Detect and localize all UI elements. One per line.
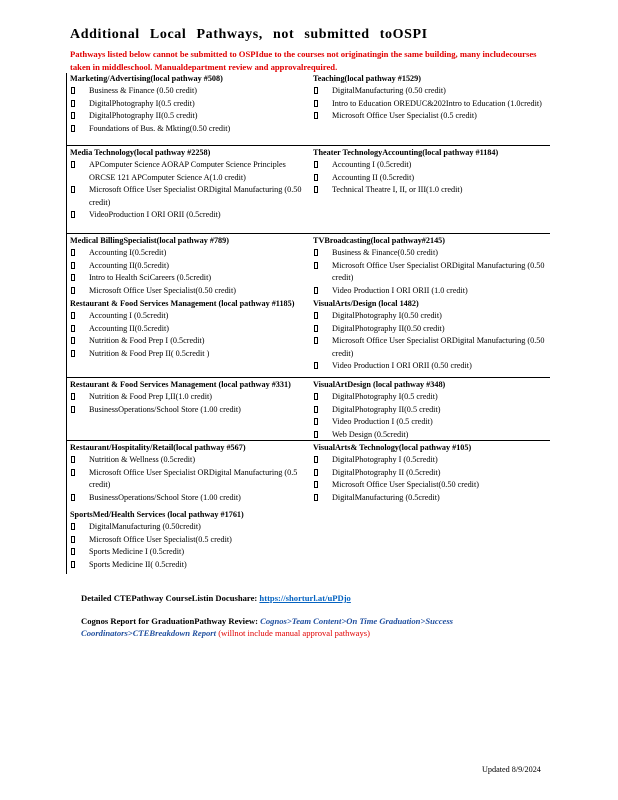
checkbox-icon — [71, 494, 75, 501]
course-item: Microsoft Office User Specialist(0.50 credit) — [313, 479, 550, 491]
checkbox-icon — [314, 469, 318, 476]
course-item: Video Production I ORI ORII (1.0 credit) — [313, 285, 550, 297]
pathway-visual-arts-technology — [313, 442, 550, 504]
checkbox-icon — [71, 274, 75, 281]
checkbox-icon — [71, 536, 75, 543]
course-item: Microsoft Office User Specialist ORDigital Manufacturing (0.50 credit) — [70, 184, 302, 209]
course-item: Video Production I ORI ORII (0.50 credit) — [313, 360, 550, 372]
course-item: DigitalPhotography II (0.5credit) — [313, 467, 550, 479]
checkbox-icon — [71, 312, 75, 319]
course-item: Business & Finance(0.50 credit) — [313, 247, 550, 259]
pathway-restaurant-hospitality — [70, 442, 302, 504]
checkbox-icon — [71, 287, 75, 294]
row-divider — [66, 233, 550, 234]
checkbox-icon — [71, 337, 75, 344]
pathway-heading: SportsMed/Health Services (local pathway #1761) — [70, 510, 244, 519]
pathway-heading: Teaching(local pathway #1529) — [313, 74, 421, 83]
pathway-restaurant-1185 — [70, 298, 296, 360]
checkbox-icon — [71, 100, 75, 107]
checkbox-icon — [314, 287, 318, 294]
checkbox-icon — [314, 262, 318, 269]
updated-date: Updated 8/9/2024 — [482, 765, 541, 774]
course-item: DigitalPhotography I (0.5credit) — [313, 454, 550, 466]
pathway-sportsmed — [70, 509, 308, 571]
checkbox-icon — [314, 174, 318, 181]
checkbox-icon — [314, 362, 318, 369]
page-title: Additional Local Pathways, not submitted toOSPI — [70, 27, 428, 42]
pathway-heading: VisualArts/Design (local 1482) — [313, 299, 419, 308]
course-item: BusinessOperations/School Store (1.00 credit) — [70, 492, 302, 504]
checkbox-icon — [314, 112, 318, 119]
course-item: Microsoft Office User Specialist(0.50 credit) — [70, 285, 308, 297]
pathway-heading: TVBroadcasting(local pathway#2145) — [313, 236, 445, 245]
checkbox-icon — [71, 161, 75, 168]
docushare-link[interactable]: https://shorturl.at/uPDjo — [259, 593, 351, 603]
course-item: Business & Finance (0.50 credit) — [70, 85, 308, 97]
pathway-heading: Theater TechnologyAccounting(local pathway #1184) — [313, 148, 499, 157]
pathway-heading: Medical BillingSpecialist(local pathway #789) — [70, 236, 229, 245]
course-item: Nutrition & Food Prep I (0.5credit) — [70, 335, 296, 347]
course-item: Sports Medicine II( 0.5credit) — [70, 559, 308, 571]
checkbox-icon — [71, 393, 75, 400]
course-item: Accounting II (0.5credit) — [313, 172, 550, 184]
course-item: Microsoft Office User Specialist ORDigital Manufacturing (0.50 credit) — [313, 260, 550, 285]
checkbox-icon — [71, 406, 75, 413]
checkbox-icon — [314, 418, 318, 425]
checkbox-icon — [71, 350, 75, 357]
checkbox-icon — [71, 262, 75, 269]
warning-text: Pathways listed below cannot be submitted to OSPIdue to the courses not originatingin the same building, many includecourses taken in middleschool. Manualdepartment review and approvalrequired. — [70, 49, 537, 72]
checkbox-icon — [71, 523, 75, 530]
checkbox-icon — [71, 87, 75, 94]
checkbox-icon — [71, 112, 75, 119]
pathway-visual-arts-design — [313, 298, 550, 372]
cognos-note: (willnot include manual approval pathways) — [218, 627, 370, 638]
checkbox-icon — [71, 456, 75, 463]
pathway-heading: Marketing/Advertising(local pathway #508) — [70, 74, 223, 83]
checkbox-icon — [314, 431, 318, 438]
checkbox-icon — [314, 100, 318, 107]
checkbox-icon — [314, 393, 318, 400]
pathway-medical-billing — [70, 235, 308, 297]
course-item: Nutrition & Wellness (0.5credit) — [70, 454, 302, 466]
checkbox-icon — [71, 249, 75, 256]
pathway-marketing — [70, 73, 308, 135]
pathway-visual-art-design-348 — [313, 379, 550, 441]
detail-label: Detailed CTEPathway CourseListin Docushare: — [81, 593, 258, 603]
checkbox-icon — [314, 87, 318, 94]
course-item: BusinessOperations/School Store (1.00 credit) — [70, 404, 296, 416]
course-item: DigitalManufacturing (0.5credit) — [313, 492, 550, 504]
pathway-heading: Restaurant & Food Services Management (local pathway #1185) — [70, 299, 295, 308]
checkbox-icon — [71, 561, 75, 568]
pathway-heading: VisualArtDesign (local pathway #348) — [313, 380, 446, 389]
checkbox-icon — [314, 186, 318, 193]
checkbox-icon — [71, 125, 75, 132]
pathway-media-technology — [70, 147, 302, 221]
course-item: Accounting II(0.5credit) — [70, 323, 296, 335]
course-item: Microsoft Office User Specialist (0.5 credit) — [313, 110, 550, 122]
row-divider — [66, 377, 550, 378]
cognos-label: Cognos Report for GraduationPathway Review: — [81, 616, 258, 626]
course-item: Video Production I (0.5 credit) — [313, 416, 550, 428]
checkbox-icon — [71, 325, 75, 332]
checkbox-icon — [314, 456, 318, 463]
pathway-heading: Restaurant & Food Services Management (local pathway #331) — [70, 380, 291, 389]
course-item: Intro to Education OREDUC&202Intro to Education (1.0credit) — [313, 98, 550, 110]
checkbox-icon — [71, 186, 75, 193]
course-item: VideoProduction I ORI ORII (0.5credit) — [70, 209, 302, 221]
detail-line — [81, 593, 351, 603]
course-item: DigitalManufacturing (0.50credit) — [70, 521, 308, 533]
course-item: Nutrition & Food Prep I,II(1.0 credit) — [70, 391, 296, 403]
checkbox-icon — [314, 494, 318, 501]
course-item: Microsoft Office User Specialist ORDigital Manufacturing (0.50 credit) — [313, 335, 550, 360]
checkbox-icon — [71, 469, 75, 476]
course-item: Web Design (0.5credit) — [313, 429, 550, 441]
course-item: DigitalPhotography II(0.50 credit) — [313, 323, 550, 335]
course-item: Technical Theatre I, II, or III(1.0 credit) — [313, 184, 550, 196]
course-item: DigitalPhotography I(0.5 credit) — [70, 98, 308, 110]
cognos-report-path: Cognos>Team Content>On Time Graduation>Success Coordinators>CTEBreakdown Report — [81, 616, 454, 638]
course-item: APComputer Science AORAP Computer Science Principles ORCSE 121 APComputer Science A(1.0 credit) — [70, 159, 302, 184]
course-item: Foundations of Bus. & Mkting(0.50 credit) — [70, 123, 308, 135]
checkbox-icon — [71, 211, 75, 218]
course-item: Microsoft Office User Specialist(0.5 credit) — [70, 534, 308, 546]
table-vertical-rule — [66, 73, 67, 574]
pathway-theater-technology — [313, 147, 550, 197]
course-item: DigitalPhotography I(0.50 credit) — [313, 310, 550, 322]
checkbox-icon — [314, 406, 318, 413]
course-item: Microsoft Office User Specialist ORDigital Manufacturing (0.5 credit) — [70, 467, 302, 492]
checkbox-icon — [71, 548, 75, 555]
course-item: Intro to Health SciCareers (0.5credit) — [70, 272, 308, 284]
checkbox-icon — [314, 312, 318, 319]
pathway-heading: VisualArts& Technology(local pathway #105) — [313, 443, 472, 452]
course-item: DigitalPhotography II(0.5 credit) — [70, 110, 308, 122]
checkbox-icon — [314, 325, 318, 332]
pathway-heading: Media Technology(local pathway #2258) — [70, 148, 211, 157]
pathway-heading: Restaurant/Hospitality/Retail(local pathway #567) — [70, 443, 246, 452]
course-item: Accounting II(0.5credit) — [70, 260, 308, 272]
course-item: Sports Medicine I (0.5credit) — [70, 546, 308, 558]
course-item: DigitalPhotography II(0.5 credit) — [313, 404, 550, 416]
course-item: Accounting I (0.5credit) — [313, 159, 550, 171]
checkbox-icon — [314, 481, 318, 488]
pathway-restaurant-331 — [70, 379, 296, 416]
row-divider — [66, 145, 550, 146]
course-item: DigitalPhotography I(0.5 credit) — [313, 391, 550, 403]
checkbox-icon — [314, 161, 318, 168]
cognos-line — [81, 616, 531, 639]
pathway-teaching — [313, 73, 550, 123]
course-item: DigitalManufacturing (0.50 credit) — [313, 85, 550, 97]
course-item: Nutrition & Food Prep II( 0.5credit ) — [70, 348, 296, 360]
course-item: Accounting I (0.5credit) — [70, 310, 296, 322]
pathway-tv-broadcasting — [313, 235, 550, 297]
checkbox-icon — [314, 249, 318, 256]
course-item: Accounting I(0.5credit) — [70, 247, 308, 259]
checkbox-icon — [314, 337, 318, 344]
